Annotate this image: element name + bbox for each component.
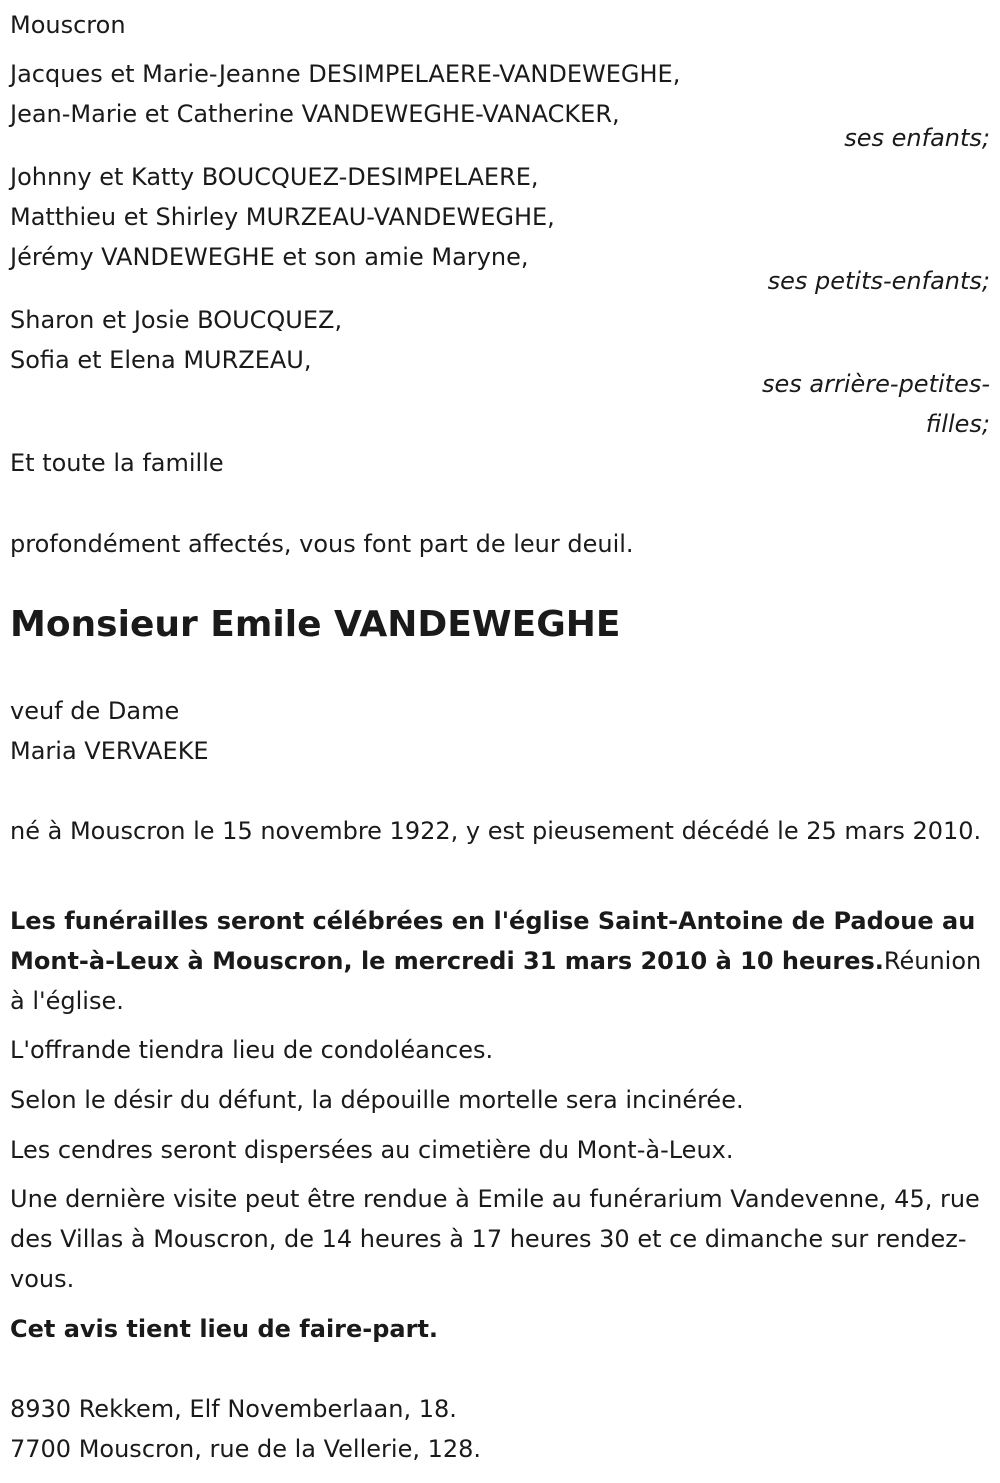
grandchild-name-3: Jérémy VANDEWEGHE et son amie Maryne,: [10, 243, 529, 271]
grandchildren-role: ses petits-enfants;: [767, 267, 990, 295]
funeral-meeting: Réunion à l'église.: [10, 947, 982, 1015]
address-line-1: 8930 Rekkem, Elf Novemberlaan, 18.: [10, 1395, 457, 1423]
children-role: ses enfants;: [844, 124, 990, 152]
widow-line-2: Maria VERVAEKE: [10, 737, 209, 765]
child-name-2: Jean-Marie et Catherine VANDEWEGHE-VANACKER,: [10, 100, 620, 128]
great-grandchild-name-2: Sofia et Elena MURZEAU,: [10, 346, 312, 374]
cremation-paragraph: Selon le désir du défunt, la dépouille mortelle sera incinérée.: [10, 1086, 744, 1114]
child-name-1: Jacques et Marie-Jeanne DESIMPELAERE-VANDEWEGHE,: [10, 60, 681, 88]
ashes-paragraph: Les cendres seront dispersées au cimetière du Mont-à-Leux.: [10, 1136, 734, 1164]
widow-line-1: veuf de Dame: [10, 697, 180, 725]
visit-paragraph: Une dernière visite peut être rendue à Emile au funérarium Vandevenne, 45, rue des Villas à Mouscron, de 14 heures à 17 heures 30 et ce dimanche sur rendez-vous.: [10, 1185, 980, 1293]
birth-death-paragraph: né à Mouscron le 15 novembre 1922, y est pieusement décédé le 25 mars 2010.: [10, 817, 982, 845]
announcement-line: profondément affectés, vous font part de leur deuil.: [10, 530, 634, 558]
grandchild-name-1: Johnny et Katty BOUCQUEZ-DESIMPELAERE,: [10, 163, 539, 191]
notice-line: Cet avis tient lieu de faire-part.: [10, 1315, 439, 1343]
grandchild-name-2: Matthieu et Shirley MURZEAU-VANDEWEGHE,: [10, 203, 555, 231]
great-grandchildren-role-line1: ses arrière-petites-: [762, 370, 990, 398]
funeral-paragraph: [10, 901, 985, 1021]
great-grandchild-name-1: Sharon et Josie BOUCQUEZ,: [10, 306, 343, 334]
city-heading: Mouscron: [10, 11, 126, 39]
offering-paragraph: L'offrande tiendra lieu de condoléances.: [10, 1036, 494, 1064]
funeral-details: Les funérailles seront célébrées en l'église Saint-Antoine de Padoue au Mont-à-Leux à Mouscron, le mercredi 31 mars 2010 à 10 heures.: [10, 907, 976, 975]
great-grandchildren-role-line2: filles;: [925, 410, 990, 438]
family-line: Et toute la famille: [10, 449, 224, 477]
deceased-name: Monsieur Emile VANDEWEGHE: [10, 604, 621, 645]
address-line-2: 7700 Mouscron, rue de la Vellerie, 128.: [10, 1435, 482, 1463]
